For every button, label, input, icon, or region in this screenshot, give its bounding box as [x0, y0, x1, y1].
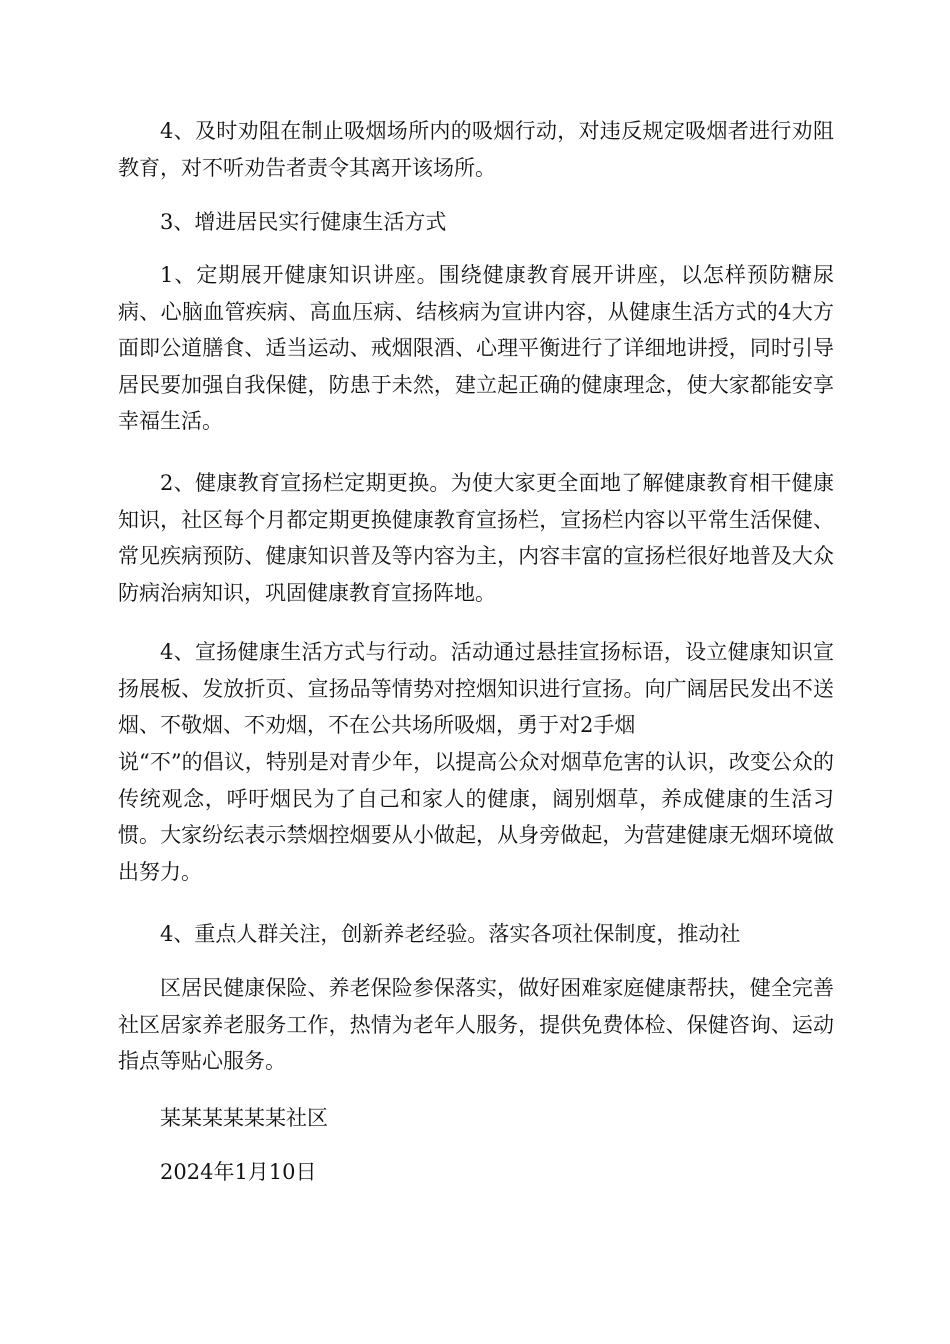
paragraph-key-groups-part1: 4、重点人群关注，创新养老经验。落实各项社保制度，推动社 [160, 922, 741, 946]
paragraph-key-groups-part2: 区居民健康保险、养老保险参保落实，做好困难家庭健康帮扶，健全完善社区居家养老服务工作，热情为老年人服务，提供免费体检、保健咨询、运动指点等贴心服务。 [118, 976, 834, 1073]
paragraph-bulletin-board: 2、健康教育宣扬栏定期更换。为使大家更全面地了解健康教育相干健康知识，社区每个月都定期更换健康教育宣扬栏，宣扬栏内容以平常生活保健、常见疾病预防、健康知识普及等内容为主，内容丰富的宣扬栏很好地普及大众防病治病知识，巩固健康教育宣扬阵地。 [118, 471, 834, 605]
signature-date: 2024年1月10日 [160, 1160, 317, 1184]
paragraph-health-lectures: 1、定期展开健康知识讲座。围绕健康教育展开讲座，以怎样预防糖尿病、心脑血管疾病、高血压病、结核病为宣讲内容，从健康生活方式的4大方面即公道膳食、适当运动、戒烟限酒、心理平衡进行了详细地讲授，同时引导居民要加强自我保健，防患于未然，建立起正确的健康理念，使大家都能安享幸福生活。 [118, 263, 834, 433]
paragraph-promotion-part2: 说“不”的倡议，特别是对青少年，以提高公众对烟草危害的认识，改变公众的传统观念，呼吁烟民为了自己和家人的健康，阔别烟草，养成健康的生活习惯。大家纷纭表示禁烟控烟要从小做起，从身旁做起，为营建健康无烟环境做出努力。 [118, 750, 834, 884]
section-heading-healthy-lifestyle: 3、增进居民实行健康生活方式 [160, 210, 447, 234]
signature-community: 某某某某某某社区 [160, 1106, 328, 1130]
paragraph-promotion-part1: 4、宣扬健康生活方式与行动。活动通过悬挂宣扬标语，设立健康知识宣扬展板、发放折页、宣扬品等情势对控烟知识进行宣扬。向广阔居民发出不送烟、不敬烟、不劝烟，不在公共场所吸烟，勇于对2手烟 [118, 640, 834, 737]
paragraph-smoking-dissuasion: 4、及时劝阻在制止吸烟场所内的吸烟行动，对违反规定吸烟者进行劝阻教育，对不听劝告者责令其离开该场所。 [118, 119, 834, 180]
